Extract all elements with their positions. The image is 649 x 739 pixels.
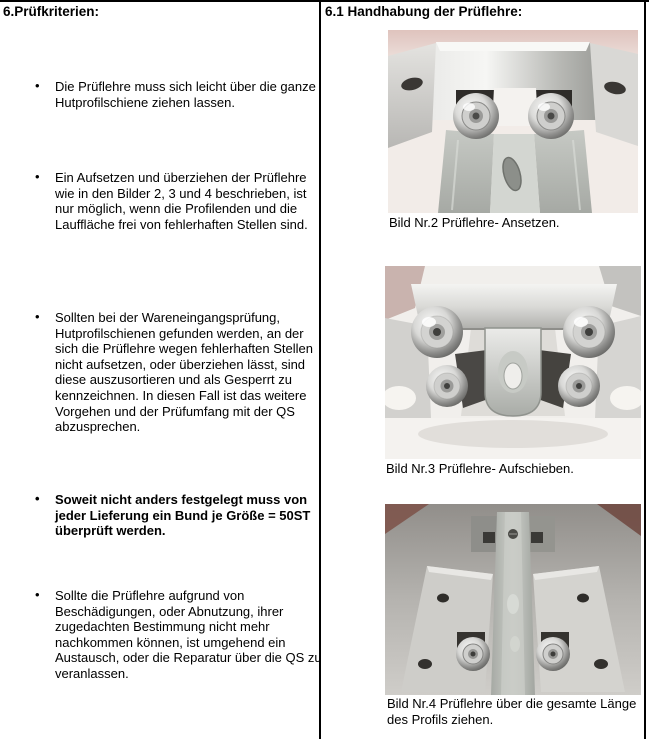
- list-item-bold: [0, 492, 330, 539]
- photo-pruefgauge-ansetzen: [388, 30, 638, 213]
- figure-caption: Bild Nr.2 Prüflehre- Ansetzen.: [389, 215, 560, 230]
- photo-pruefgauge-ziehen: [385, 504, 641, 695]
- photo-pruefgauge-aufschieben: [385, 266, 641, 459]
- bullet-text: Die Prüflehre muss sich leicht über die ganze Hutprofilschiene ziehen lassen.: [55, 79, 316, 110]
- list-item: [0, 588, 330, 682]
- table-border-top: [0, 0, 649, 2]
- bullet-icon: •: [35, 169, 40, 184]
- list-item: [0, 170, 330, 232]
- bullet-text: Sollte die Prüflehre aufgrund von Beschädigungen, oder Abnutzung, ihrer zugedachten Bestimmung nicht mehr nachkommen können, ist umgehend ein Austausch, oder die Reparatur über die QS zu veranlassen.: [55, 588, 322, 681]
- left-column-heading: 6.Prüfkriterien:: [3, 4, 100, 19]
- bullet-icon: •: [35, 491, 40, 506]
- bullet-icon: •: [35, 78, 40, 93]
- figure-caption: Bild Nr.4 Prüflehre über die gesamte Länge des Profils ziehen.: [387, 696, 637, 727]
- figure-caption: Bild Nr.3 Prüflehre- Aufschieben.: [386, 461, 574, 476]
- bullet-text: Sollten bei der Wareneingangsprüfung, Hutprofilschienen gefunden werden, an der sich die Prüflehre wegen fehlerhaften Stellen nicht aufsetzen, oder überziehen lässt, sind diese auszusortieren und als Gesperrt zu kennzeichnen. In diesen Fall ist das weitere Vorgehen und der Prüfumfang mit der QS abzusprechen.: [55, 310, 313, 435]
- bullet-text: Ein Aufsetzen und überziehen der Prüflehre wie in den Bilder 2, 3 und 4 beschrieben, ist nur möglich, wenn die Profilenden und die Lauffläche frei von fehlerhaften Stellen sind.: [55, 170, 308, 232]
- bullet-icon: •: [35, 587, 40, 602]
- list-item: [0, 310, 330, 435]
- bullet-icon: •: [35, 309, 40, 324]
- table-border-right: [644, 0, 646, 739]
- list-item: [0, 79, 330, 110]
- bullet-text: Soweit nicht anders festgelegt muss von jeder Lieferung ein Bund je Größe = 50ST überprüft werden.: [55, 492, 311, 539]
- right-column-heading: 6.1 Handhabung der Prüflehre:: [325, 4, 523, 19]
